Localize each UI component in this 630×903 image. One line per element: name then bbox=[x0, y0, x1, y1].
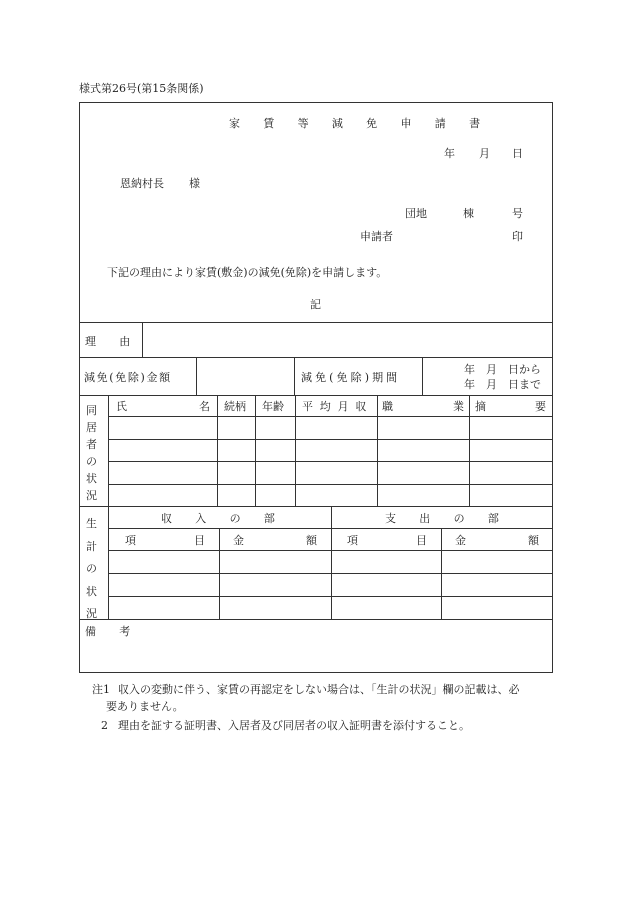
rule-cohab-top bbox=[79, 395, 553, 396]
address-danchi: 団地 bbox=[405, 207, 427, 220]
date-year: 年 bbox=[444, 147, 455, 160]
expense-header: 支 出 の 部 bbox=[385, 512, 509, 525]
ki-label: 記 bbox=[310, 298, 321, 311]
col-job: 職 業 bbox=[382, 400, 464, 413]
rule-amount-c bbox=[422, 357, 423, 395]
cohabitant-row[interactable] bbox=[109, 417, 552, 439]
form-number: 様式第26号(第15条関係) bbox=[79, 82, 204, 95]
seal-mark: 印 bbox=[512, 230, 523, 243]
frame-top bbox=[79, 102, 553, 103]
col-remarks: 摘 要 bbox=[475, 400, 546, 413]
note1-line2: 要ありません。 bbox=[106, 700, 184, 713]
cohabitant-row[interactable] bbox=[109, 440, 552, 461]
expense-item-col: 項 目 bbox=[347, 534, 427, 547]
period-to: 年 月 日まで bbox=[464, 378, 541, 391]
income-header: 収 入 の 部 bbox=[161, 512, 285, 525]
cohabitant-row[interactable] bbox=[109, 462, 552, 484]
col-income: 平 均 月 収 bbox=[302, 400, 369, 413]
date-month: 月 bbox=[479, 147, 490, 160]
period-label: 減免(免除)期間 bbox=[301, 371, 401, 384]
note2-line1: 理由を証する証明書、入居者及び同居者の収入証明書を添付すること。 bbox=[118, 719, 470, 732]
applicant-label: 申請者 bbox=[360, 230, 393, 243]
livelihood-label: 生 計 の 状 況 bbox=[86, 517, 97, 620]
col-name: 氏 名 bbox=[116, 400, 210, 413]
cohabitant-row[interactable] bbox=[109, 485, 552, 506]
expense-amount-col: 金 額 bbox=[455, 534, 539, 547]
rule-amount-top bbox=[79, 357, 553, 358]
rule-lr0 bbox=[108, 528, 553, 529]
livelihood-row[interactable] bbox=[109, 597, 552, 619]
bikou-field[interactable] bbox=[80, 640, 552, 672]
request-text: 下記の理由により家賃(敷金)の減免(免除)を申請します。 bbox=[107, 266, 388, 279]
frame-bottom bbox=[79, 672, 553, 673]
rule-live-top bbox=[79, 506, 553, 507]
addressee-name: 恩納村長 bbox=[120, 177, 164, 190]
period-from: 年 月 日から bbox=[464, 363, 541, 376]
amount-label: 減免(免除)金額 bbox=[84, 371, 172, 384]
frame-right bbox=[552, 102, 553, 673]
address-mune: 棟 bbox=[463, 207, 474, 220]
form-title: 家 賃 等 減 免 申 請 書 bbox=[229, 117, 490, 130]
livelihood-row[interactable] bbox=[109, 574, 552, 596]
income-amount-col: 金 額 bbox=[233, 534, 317, 547]
rule-amount-b bbox=[294, 357, 295, 395]
income-item-col: 項 目 bbox=[125, 534, 205, 547]
reason-label: 理 由 bbox=[85, 335, 141, 348]
rule-bikou-top bbox=[79, 619, 553, 620]
addressee-honorific: 様 bbox=[189, 177, 200, 190]
note1-num: 注1 bbox=[92, 683, 110, 696]
col-age: 年齢 bbox=[262, 400, 284, 413]
amount-field[interactable] bbox=[197, 358, 294, 395]
date-day: 日 bbox=[512, 147, 523, 160]
bikou-label: 備 考 bbox=[85, 625, 141, 638]
col-relation: 続柄 bbox=[224, 400, 246, 413]
cohabitant-label: 同 居 者 の 状 況 bbox=[86, 404, 97, 502]
frame-left bbox=[79, 102, 80, 673]
reason-field[interactable] bbox=[143, 323, 552, 357]
note2-num: 2 bbox=[101, 719, 108, 732]
livelihood-row[interactable] bbox=[109, 551, 552, 573]
note1-line1: 収入の変動に伴う、家賃の再認定をしない場合は、「生計の状況」欄の記載は、必 bbox=[118, 683, 520, 696]
address-go: 号 bbox=[512, 207, 523, 220]
